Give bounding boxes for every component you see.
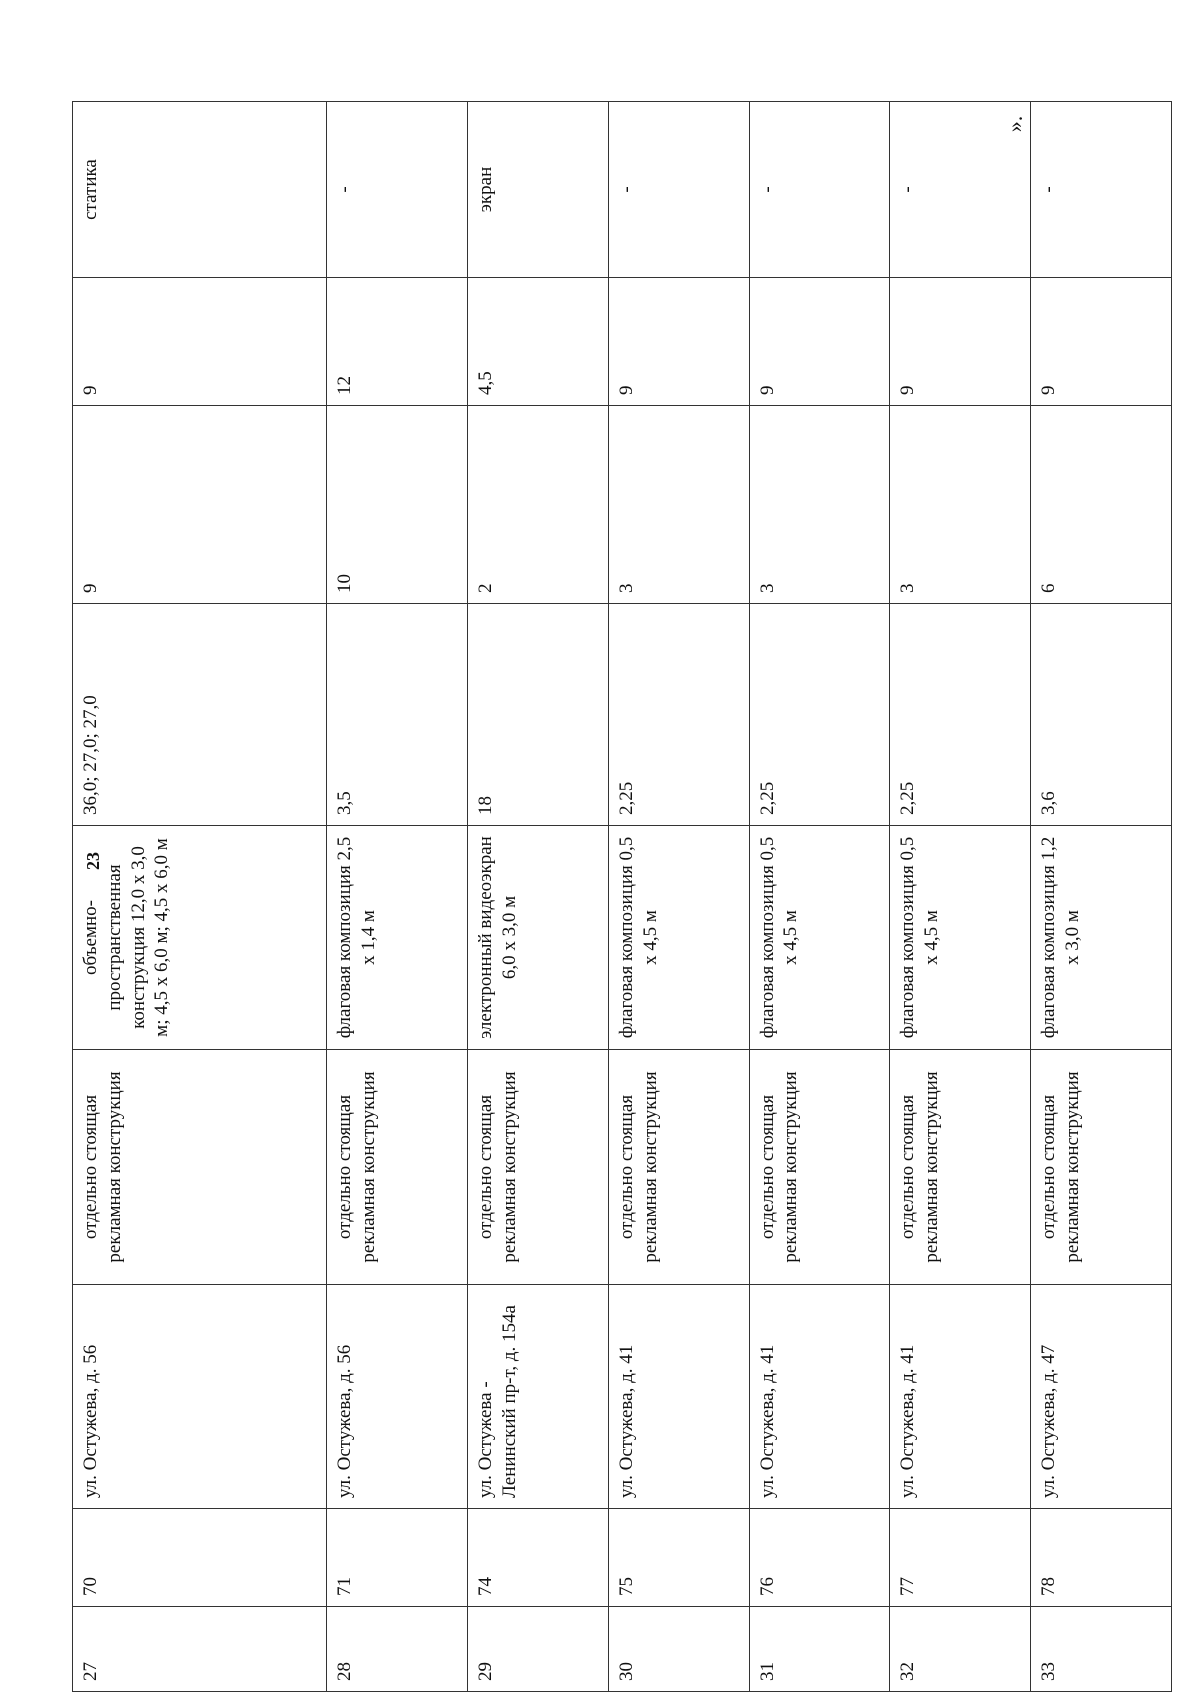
structure-size-cell: флаговая композиция 1,2 х 3,0 м <box>1031 826 1172 1050</box>
address-cell: ул. Остужева, д. 56 <box>73 1285 327 1509</box>
address-cell: ул. Остужева, д. 41 <box>608 1285 749 1509</box>
closing-quote-mark: ». <box>1002 115 1027 133</box>
structure-size-cell: флаговая композиция 0,5 х 4,5 м <box>890 826 1031 1050</box>
structure-size-cell: объемно-пространственная конструкция 12,0 х 3,0 м; 4,5 х 6,0 м; 4,5 х 6,0 м <box>73 826 327 1050</box>
structure-size-cell: флаговая композиция 2,5 х 1,4 м <box>327 826 468 1050</box>
structure-kind-cell: отдельно стоящая рекламная конструкция <box>327 1050 468 1285</box>
area-cell: 2,25 <box>608 604 749 826</box>
place-id-cell: 74 <box>468 1509 609 1607</box>
table-row <box>327 102 468 1692</box>
table-row <box>890 102 1031 1692</box>
count-cell: 3 <box>608 406 749 604</box>
address-cell: ул. Остужева, д. 41 <box>749 1285 890 1509</box>
count-cell: 3 <box>890 406 1031 604</box>
place-id-cell: 76 <box>749 1509 890 1607</box>
row-number-cell: 31 <box>749 1607 890 1692</box>
structure-kind-cell: отдельно стоящая рекламная конструкция <box>73 1050 327 1285</box>
row-number-cell: 29 <box>468 1607 609 1692</box>
address-cell: ул. Остужева - Ленинский пр-т, д. 154а <box>468 1285 609 1509</box>
count-cell: 9 <box>73 406 327 604</box>
row-number-cell: 32 <box>890 1607 1031 1692</box>
place-id-cell: 77 <box>890 1509 1031 1607</box>
structure-kind-cell: отдельно стоящая рекламная конструкция <box>749 1050 890 1285</box>
display-type-cell: - <box>749 102 890 278</box>
display-type-cell: - <box>890 102 1031 278</box>
value-cell: 9 <box>1031 278 1172 406</box>
count-cell: 2 <box>468 406 609 604</box>
table-row <box>1031 102 1172 1692</box>
table-row <box>468 102 609 1692</box>
count-cell: 10 <box>327 406 468 604</box>
structure-kind-cell: отдельно стоящая рекламная конструкция <box>890 1050 1031 1285</box>
value-cell: 4,5 <box>468 278 609 406</box>
row-number-cell: 30 <box>608 1607 749 1692</box>
structure-size-cell: флаговая композиция 0,5 х 4,5 м <box>608 826 749 1050</box>
place-id-cell: 78 <box>1031 1509 1172 1607</box>
count-cell: 6 <box>1031 406 1172 604</box>
area-cell: 3,6 <box>1031 604 1172 826</box>
row-number-cell: 27 <box>73 1607 327 1692</box>
area-cell: 36,0; 27,0; 27,0 <box>73 604 327 826</box>
display-type-cell: статика <box>73 102 327 278</box>
table-row <box>73 102 327 1692</box>
display-type-cell: - <box>608 102 749 278</box>
address-cell: ул. Остужева, д. 47 <box>1031 1285 1172 1509</box>
display-type-cell: - <box>1031 102 1172 278</box>
table-row <box>608 102 749 1692</box>
display-type-cell: - <box>327 102 468 278</box>
page-number: 23 <box>83 852 103 870</box>
value-cell: 9 <box>749 278 890 406</box>
place-id-cell: 70 <box>73 1509 327 1607</box>
area-cell: 2,25 <box>749 604 890 826</box>
structure-kind-cell: отдельно стоящая рекламная конструкция <box>608 1050 749 1285</box>
address-cell: ул. Остужева, д. 41 <box>890 1285 1031 1509</box>
structure-size-cell: электронный видеоэкран 6,0 х 3,0 м <box>468 826 609 1050</box>
structure-kind-cell: отдельно стоящая рекламная конструкция <box>468 1050 609 1285</box>
table-row <box>749 102 890 1692</box>
row-number-cell: 28 <box>327 1607 468 1692</box>
row-number-cell: 33 <box>1031 1607 1172 1692</box>
display-type-cell: экран <box>468 102 609 278</box>
area-cell: 3,5 <box>327 604 468 826</box>
value-cell: 12 <box>327 278 468 406</box>
address-cell: ул. Остужева, д. 56 <box>327 1285 468 1509</box>
count-cell: 3 <box>749 406 890 604</box>
value-cell: 9 <box>890 278 1031 406</box>
ad-structures-table <box>72 101 1172 1692</box>
value-cell: 9 <box>73 278 327 406</box>
area-cell: 2,25 <box>890 604 1031 826</box>
structure-kind-cell: отдельно стоящая рекламная конструкция <box>1031 1050 1172 1285</box>
area-cell: 18 <box>468 604 609 826</box>
place-id-cell: 75 <box>608 1509 749 1607</box>
place-id-cell: 71 <box>327 1509 468 1607</box>
structure-size-cell: флаговая композиция 0,5 х 4,5 м <box>749 826 890 1050</box>
ad-structures-table-container <box>72 102 1172 1692</box>
value-cell: 9 <box>608 278 749 406</box>
